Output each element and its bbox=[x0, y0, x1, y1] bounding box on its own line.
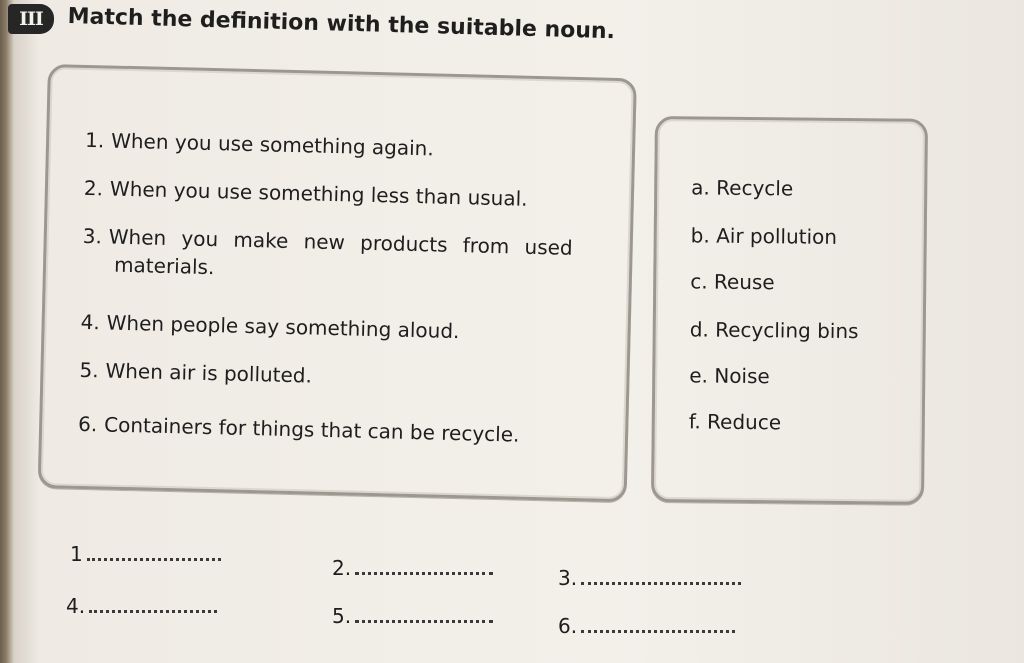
answer-number: 1 bbox=[70, 542, 83, 566]
noun-option: b. Air pollution bbox=[690, 223, 838, 249]
nouns-box bbox=[651, 116, 928, 505]
definition-text-continuation: materials. bbox=[113, 252, 215, 280]
definition-text: When air is polluted. bbox=[105, 358, 313, 388]
noun-option: a. Recycle bbox=[691, 175, 794, 201]
exercise-number-badge: III bbox=[8, 4, 54, 34]
definition-number: 3. bbox=[82, 223, 103, 249]
definition-text: When you use something less than usual. bbox=[109, 176, 528, 211]
answer-line-2[interactable] bbox=[332, 556, 493, 580]
definition-item bbox=[78, 412, 520, 447]
answer-blank[interactable] bbox=[87, 554, 221, 561]
definition-item bbox=[80, 310, 459, 343]
noun-option: e. Noise bbox=[689, 363, 770, 389]
definition-number: 5. bbox=[79, 357, 99, 383]
answer-line-6[interactable] bbox=[558, 614, 735, 638]
definition-item bbox=[79, 358, 312, 388]
answer-blank[interactable] bbox=[355, 616, 493, 623]
definition-number: 2. bbox=[83, 175, 104, 201]
definitions-box bbox=[38, 64, 637, 502]
answer-blank[interactable] bbox=[581, 626, 735, 633]
answer-number: 6. bbox=[558, 614, 578, 638]
definition-text: Containers for things that can be recycle. bbox=[103, 412, 520, 447]
answer-number: 2. bbox=[332, 556, 352, 580]
answer-line-4[interactable] bbox=[66, 594, 217, 618]
answer-blank[interactable] bbox=[89, 606, 217, 613]
answer-number: 4. bbox=[66, 594, 86, 618]
answer-number: 3. bbox=[558, 566, 578, 590]
noun-option: f. Reduce bbox=[688, 409, 782, 435]
definition-item bbox=[85, 128, 434, 161]
exercise-instruction: Match the definition with the suitable noun. bbox=[67, 4, 616, 45]
definition-text: When people say something aloud. bbox=[106, 310, 460, 344]
definition-text: When you make new products from used bbox=[108, 224, 573, 260]
answer-number: 5. bbox=[332, 604, 352, 628]
answer-line-3[interactable] bbox=[558, 566, 741, 590]
definition-text: When you use something again. bbox=[110, 128, 435, 161]
answer-blank[interactable] bbox=[355, 568, 493, 575]
definition-item bbox=[84, 176, 528, 211]
answer-line-1[interactable] bbox=[70, 542, 221, 566]
definition-number: 4. bbox=[80, 309, 101, 335]
noun-option: d. Recycling bins bbox=[689, 317, 859, 344]
answer-blank[interactable] bbox=[581, 578, 741, 585]
answer-line-5[interactable] bbox=[332, 604, 493, 628]
definition-number: 1. bbox=[84, 127, 105, 153]
noun-option: c. Reuse bbox=[690, 269, 775, 295]
definition-number: 6. bbox=[77, 411, 98, 437]
